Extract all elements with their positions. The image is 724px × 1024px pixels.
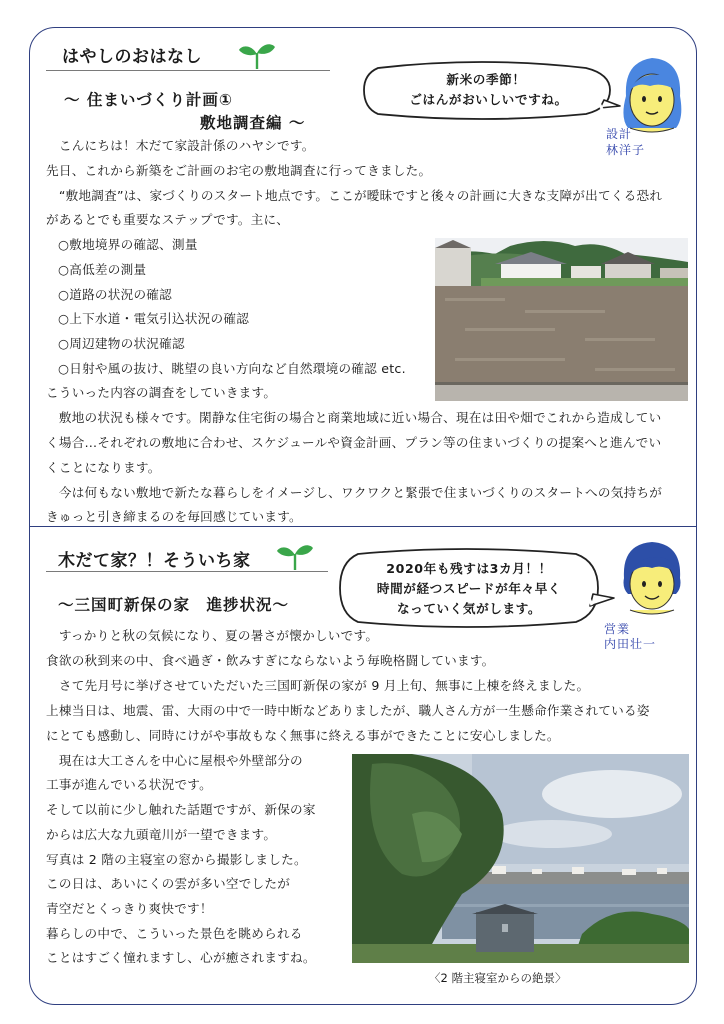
author-role-1: 設計 xyxy=(606,127,633,141)
s2-line: にとても感動し、同時にけがや事故もなく無事に終える事ができたことに安心しました。 xyxy=(46,728,560,743)
s2-narrow-line: 工事が進んでいる状況です。 xyxy=(46,777,212,792)
s1-after-list: こういった内容の調査をしていきます。 xyxy=(46,385,277,400)
section1-subtitle-line2: 敷地調査編 ～ xyxy=(200,114,306,132)
checklist-item: ○道路の状況の確認 xyxy=(58,287,172,302)
site-survey-photo xyxy=(435,238,688,401)
s1-para3-line: 今は何もない敷地で新たな暮らしをイメージし、ワクワクと緊張で住まいづくりのスタートへの気持ちが xyxy=(46,485,663,500)
photo-caption: 〈2 階主寝室からの絶景〉 xyxy=(429,971,567,985)
author-name-1: 林洋子 xyxy=(606,143,646,157)
section1-subtitle-line1: ～ 住まいづくり計画① xyxy=(64,91,234,109)
speech-bubble-1-text: 新米の季節！ ごはんがおいしいですね。 xyxy=(409,72,568,107)
checklist-item: ○敷地境界の確認、測量 xyxy=(58,237,198,252)
s1-line-2: 先日、これから新築をご計画のお宅の敷地調査に行ってきました。 xyxy=(46,163,432,178)
s2-line: 食欲の秋到来の中、食べ過ぎ・飲みすぎにならないよう毎晩格闘しています。 xyxy=(46,653,495,668)
author-role-2: 営業 xyxy=(604,622,631,636)
s2-narrow-line: からは広大な九頭竜川が一望できます。 xyxy=(46,827,277,842)
avatar-hayashi xyxy=(610,52,694,136)
s2-narrow-line: 写真は 2 階の主寝室の窓から撮影しました。 xyxy=(46,852,307,867)
section2-title: 木だて家？！そういち家 xyxy=(58,551,251,571)
s2-narrow-line: ことはすごく憧れますし、心が癒されますね。 xyxy=(46,950,316,965)
s2-line: 上棟当日は、地震、雷、大雨の中で一時中断などありましたが、職人さん方が一生懸命作業されている姿 xyxy=(46,703,650,718)
sprout-icon xyxy=(276,541,314,571)
checklist-item: ○上下水道・電気引込状況の確認 xyxy=(58,311,250,326)
s2-narrow-line: この日は、あいにくの雲が多い空でしたが xyxy=(46,876,291,891)
sprout-icon xyxy=(238,40,276,70)
checklist-item: ○高低差の測量 xyxy=(58,262,147,277)
river-view-photo xyxy=(352,754,689,963)
section1-title-underline xyxy=(46,70,330,71)
s2-narrow-line: 暮らしの中で、こういった景色を眺められる xyxy=(46,926,303,941)
checklist-item: ○日射や風の抜け、眺望の良い方向など自然環境の確認 etc. xyxy=(58,361,406,376)
s2-narrow-line: そして以前に少し触れた話題ですが、新保の家 xyxy=(46,802,316,817)
checklist-item: ○周辺建物の状況確認 xyxy=(58,336,185,351)
avatar-uchida xyxy=(612,538,692,618)
s1-para3-line: きゅっと引き締まるのを毎回感じています。 xyxy=(46,509,302,524)
s1-para2-line: くことになります。 xyxy=(46,460,161,475)
s2-line: すっかりと秋の気候になり、夏の暑さが懐かしいです。 xyxy=(46,628,379,643)
section2-title-underline xyxy=(46,571,328,572)
s1-line-3: “敷地調査”は、家づくりのスタート地点です。ここが曖昧ですと後々の計画に大きな支障が出てくる恐れ xyxy=(46,188,663,203)
speech-bubble-2-text: 2020年も残すは3カ月！！ 時間が経つスピードが年々早く なっていく気がします。 xyxy=(376,561,562,616)
s1-line-1: こんにちは！木だて家設計係のハヤシです。 xyxy=(46,138,315,153)
author-name-2: 内田壮一 xyxy=(604,637,657,651)
s2-narrow-line: 現在は大工さんを中心に屋根や外壁部分の xyxy=(46,753,303,768)
s2-line: さて先月号に挙げさせていただいた三国町新保の家が 9 月上旬、無事に上棟を終えました。 xyxy=(46,678,590,693)
s1-line-4: があるとでも重要なステップです。主に、 xyxy=(46,212,290,227)
section1-title: はやしのおはなし xyxy=(62,47,202,67)
s1-para2-line: 敷地の状況も様々です。閑静な住宅街の場合と商業地域に近い場合、現在は田や畑でこれから造成してい xyxy=(46,410,662,425)
section2-subtitle: ～三国町新保の家 進捗状況～ xyxy=(58,596,290,614)
s2-narrow-line: 青空だとくっきり爽快です！ xyxy=(46,901,213,916)
s1-para2-line: く場合…それぞれの敷地に合わせ、スケジュールや資金計画、プラン等の住まいづくりの提案へと進んでい xyxy=(46,435,662,450)
